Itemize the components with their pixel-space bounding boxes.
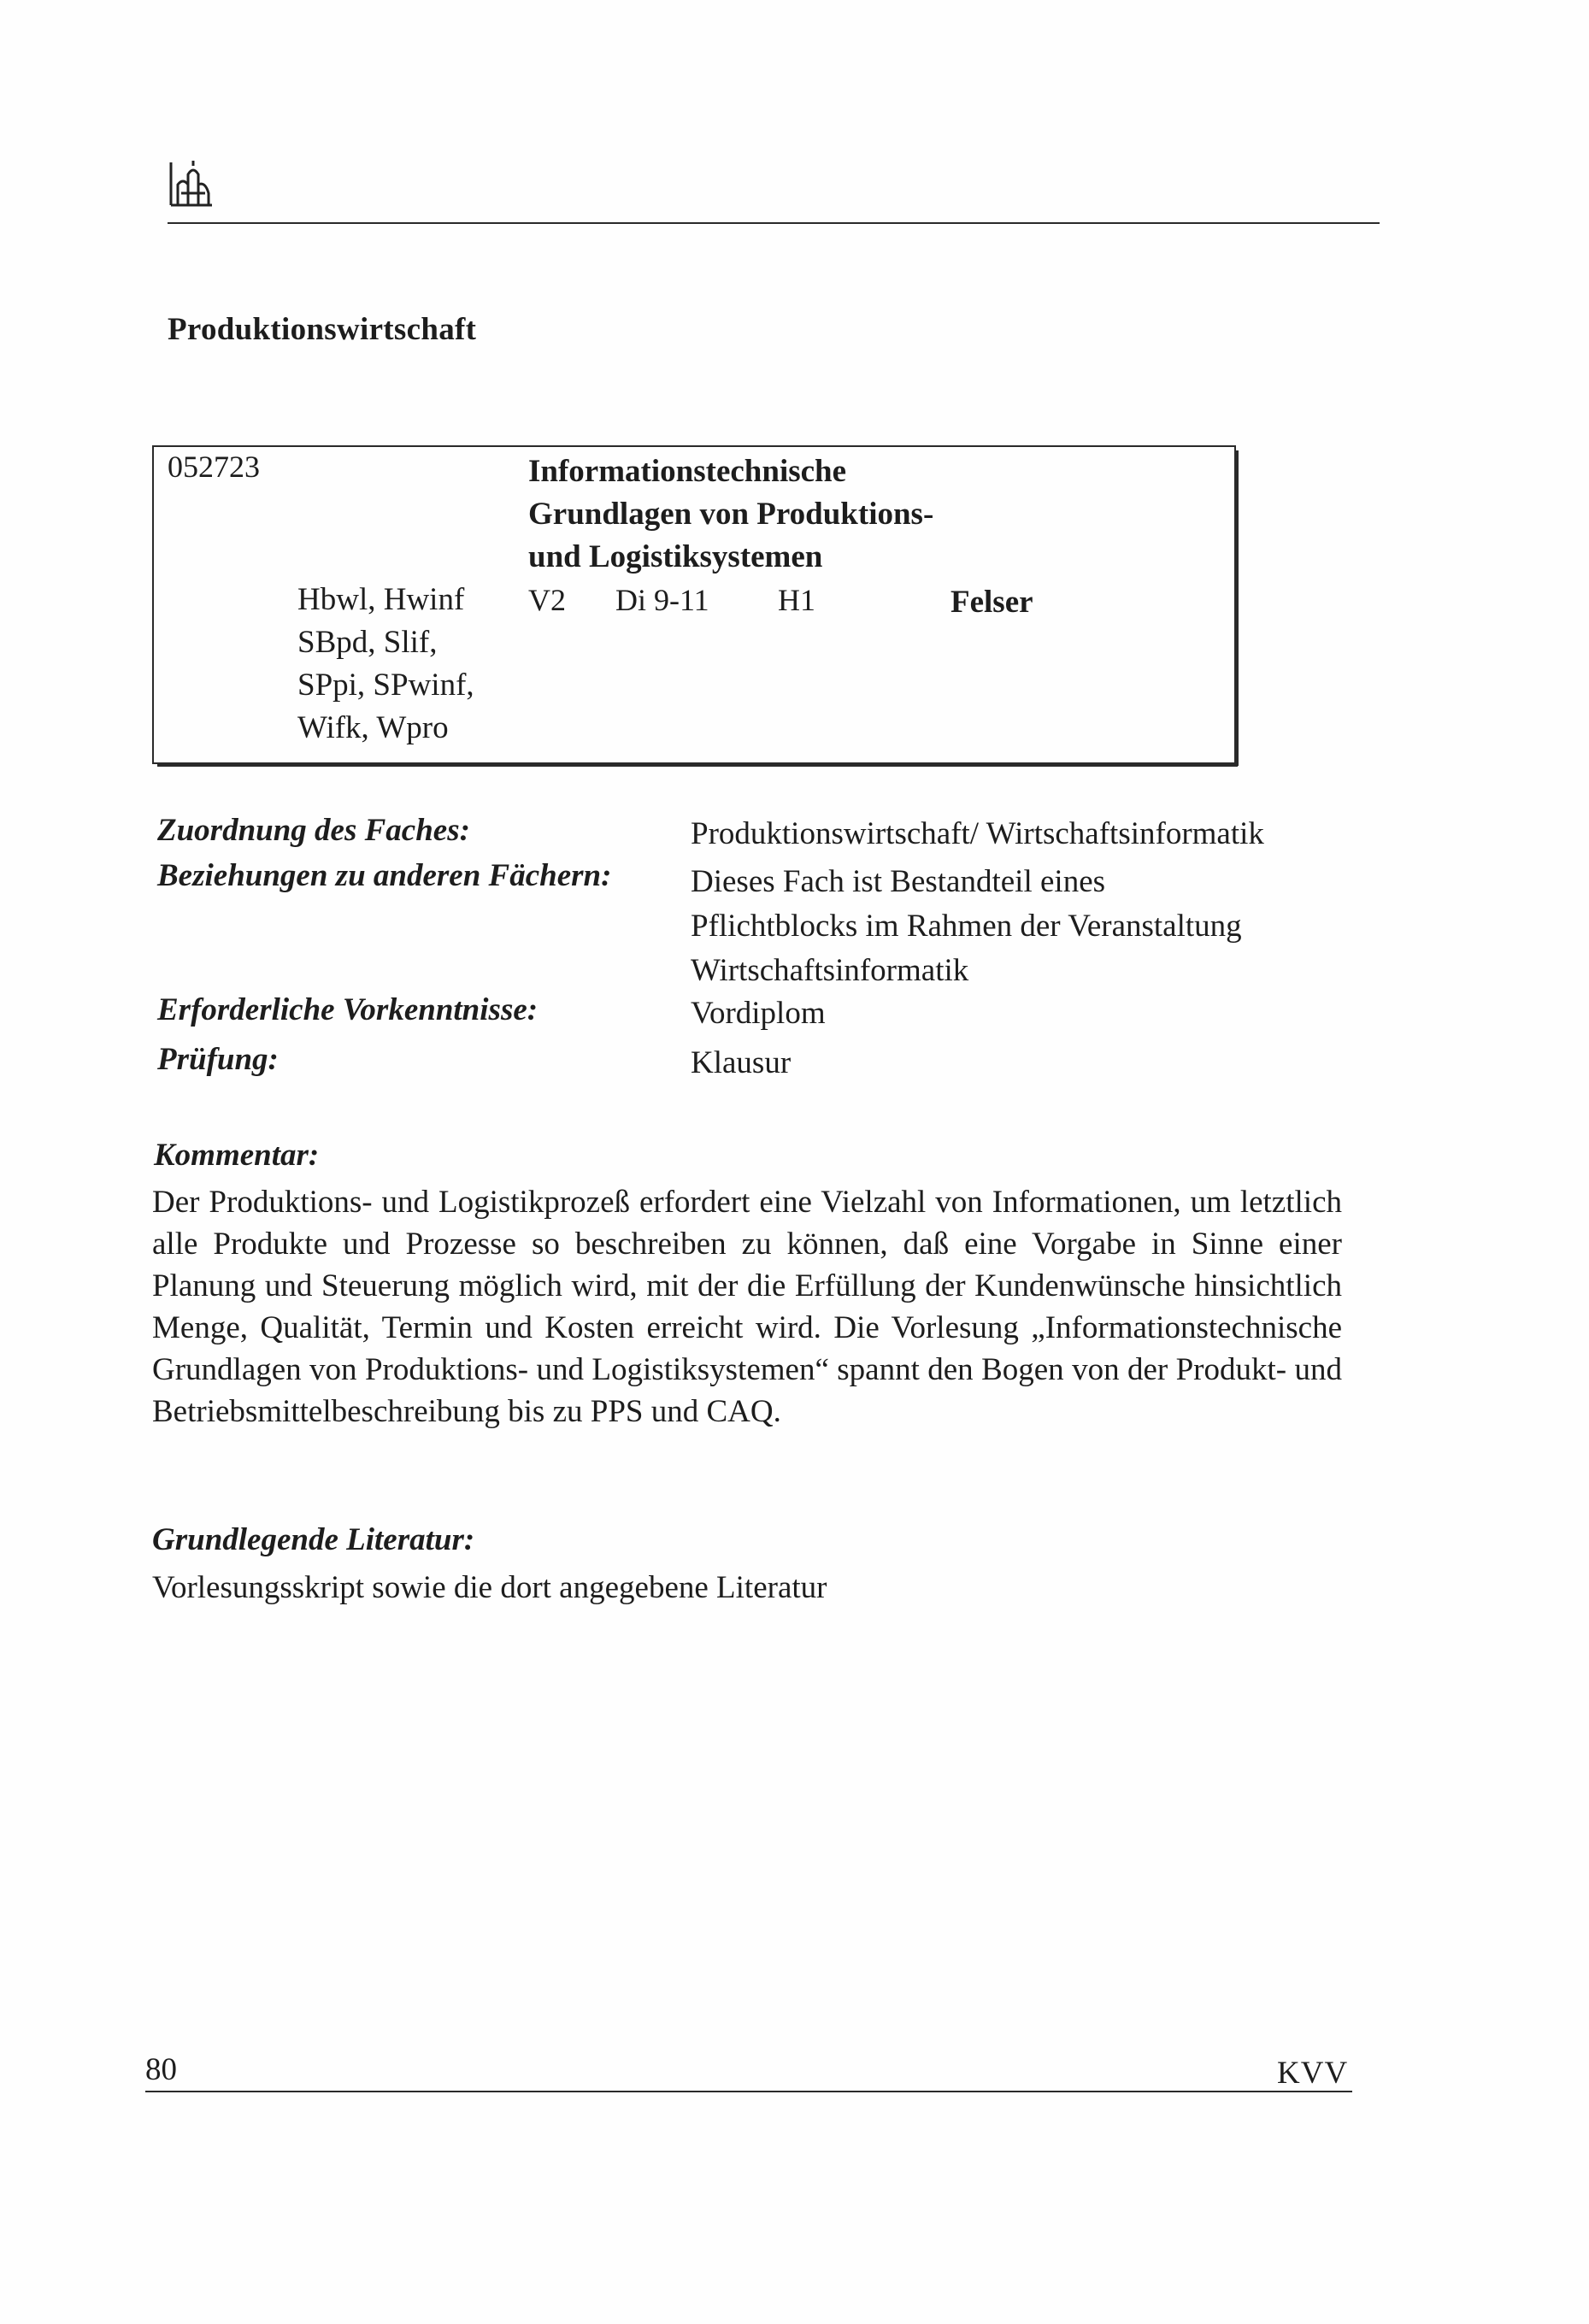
course-room: H1 bbox=[778, 583, 815, 617]
pruefung-value: Klausur bbox=[691, 1045, 792, 1080]
audience-line: Wifk, Wpro bbox=[297, 710, 449, 745]
literatur-label: Grundlegende Literatur: bbox=[152, 1522, 475, 1557]
vorkenntnisse-value: Vordiplom bbox=[691, 996, 826, 1031]
vorkenntnisse-label: Erforderliche Vorkenntnisse: bbox=[157, 992, 538, 1027]
box-shadow-bottom bbox=[157, 764, 1238, 767]
course-number: 052723 bbox=[168, 450, 260, 484]
course-title-line: Grundlagen von Produktions- bbox=[528, 497, 934, 532]
course-title-line: und Logistiksystemen bbox=[528, 539, 823, 574]
beziehungen-line: Pflichtblocks im Rahmen der Veranstaltung bbox=[691, 909, 1242, 944]
course-type: V2 bbox=[528, 583, 566, 617]
beziehungen-line: Dieses Fach ist Bestandteil eines bbox=[691, 864, 1106, 899]
course-box bbox=[152, 445, 1236, 764]
beziehungen-label: Beziehungen zu anderen Fächern: bbox=[157, 858, 612, 893]
kommentar-label: Kommentar: bbox=[154, 1138, 320, 1173]
zuordnung-label: Zuordnung des Faches: bbox=[157, 813, 470, 848]
university-logo-icon bbox=[168, 159, 215, 209]
beziehungen-value bbox=[691, 860, 1374, 993]
pruefung-label: Prüfung: bbox=[157, 1042, 279, 1077]
box-shadow-right bbox=[1236, 450, 1239, 766]
header-rule bbox=[168, 222, 1380, 224]
audience-line: SPpi, SPwinf, bbox=[297, 668, 474, 703]
audience-line: Hbwl, Hwinf bbox=[297, 582, 465, 617]
course-title bbox=[528, 450, 1041, 579]
footer-label: KVV bbox=[1277, 2056, 1349, 2091]
page-number: 80 bbox=[145, 2052, 177, 2087]
course-time: Di 9-11 bbox=[615, 583, 709, 617]
audience-line: SBpd, Slif, bbox=[297, 625, 438, 660]
footer-rule bbox=[145, 2091, 1352, 2092]
beziehungen-line: Wirtschaftsinformatik bbox=[691, 953, 969, 988]
section-title: Produktionswirtschaft bbox=[168, 312, 477, 347]
course-title-line: Informationstechnische bbox=[528, 454, 847, 489]
zuordnung-value: Produktionswirtschaft/ Wirtschaftsinformatik bbox=[691, 816, 1264, 851]
course-audience bbox=[297, 579, 503, 750]
kommentar-text: Der Produktions- und Logistikprozeß erfordert eine Vielzahl von Informationen, um letztlich alle Produkte und Prozesse so beschreiben zu können, daß eine Vorgabe in Sinne einer Planung und Steuerung möglich wird, mit der die Erfüllung der Kundenwünsche hinsichtlich Menge, Qualität, Termin und Kosten erreicht wird. Die Vorlesung „Informationstechnische Grundlagen von Produktions- und Logistiksystemen“ spannt den Bogen von der Produkt- und Betriebsmittelbeschreibung bis zu PPS und CAQ. bbox=[152, 1185, 1342, 1429]
literatur-text: Vorlesungsskript sowie die dort angegebene Literatur bbox=[152, 1570, 827, 1605]
course-lecturer: Felser bbox=[950, 585, 1033, 620]
